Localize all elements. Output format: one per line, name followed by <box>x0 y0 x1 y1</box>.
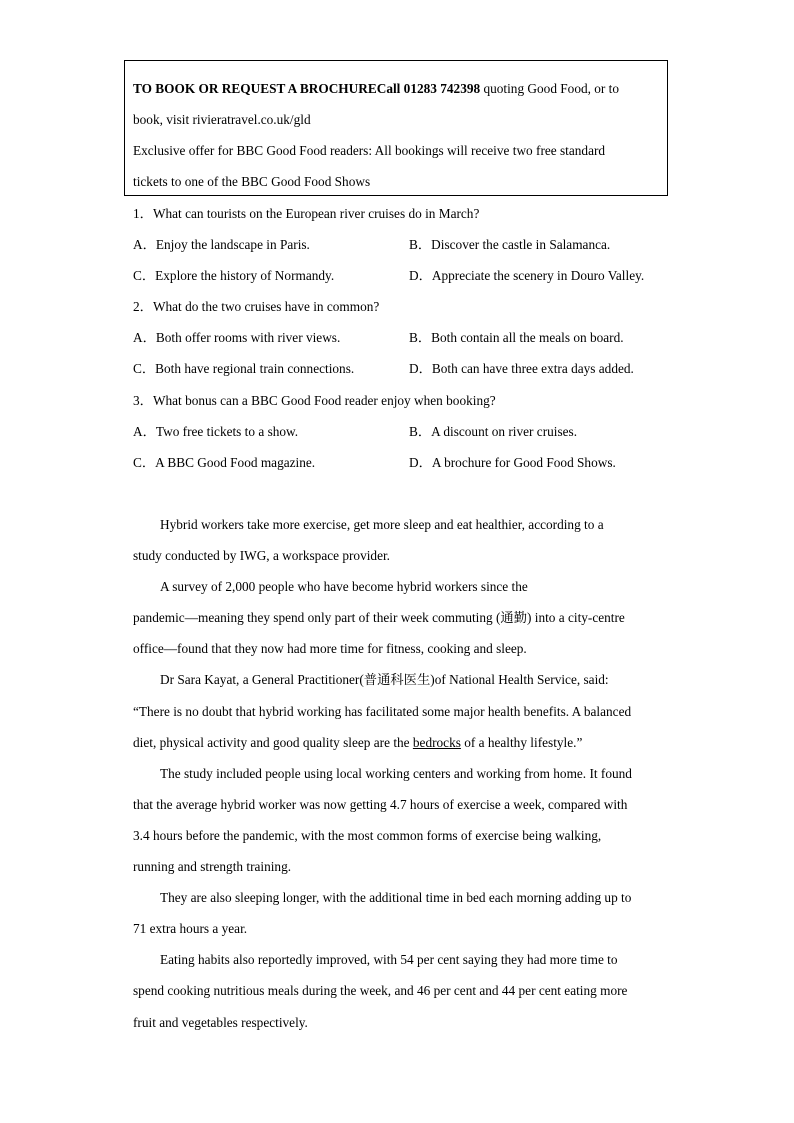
question-2-option-d: D．Both can have three extra days added. <box>409 361 634 377</box>
question-2-stem: 2．What do the two cruises have in common? <box>133 299 380 315</box>
question-2-option-a: A．Both offer rooms with river views. <box>133 330 341 346</box>
question-2-options-row-2 <box>133 353 693 384</box>
paragraph-5-line: They are also sleeping longer, with the additional time in bed each morning adding up to <box>160 890 632 906</box>
reading-passage <box>133 509 663 1038</box>
question-1-option-c: C．Explore the history of Normandy. <box>133 268 335 284</box>
box-line-2: book, visit rivieratravel.co.uk/gld <box>133 112 311 127</box>
question-2-option-b: B．Both contain all the meals on board. <box>409 330 624 346</box>
paragraph-6-line: Eating habits also reportedly improved, with 54 per cent saying they had more time to <box>160 952 618 968</box>
paragraph-2-line: pandemic—meaning they spend only part of their week commuting (通勤) into a city-centre <box>133 610 625 626</box>
question-3-option-a: A．Two free tickets to a show. <box>133 423 299 439</box>
question-3-option-d: D．A brochure for Good Food Shows. <box>409 454 616 470</box>
box-line-1 <box>133 73 659 104</box>
paragraph-1-line: study conducted by IWG, a workspace provider. <box>133 548 390 564</box>
paragraph-3-line <box>133 727 663 758</box>
paragraph-4-line: The study included people using local working centers and working from home. It found <box>160 765 632 781</box>
booking-info-box <box>124 60 668 196</box>
question-1-options-row-1 <box>133 229 693 260</box>
paragraph-2-line: office—found that they now had more time for fitness, cooking and sleep. <box>133 641 527 657</box>
question-3-options-row-1 <box>133 416 693 447</box>
question-3-stem: 3．What bonus can a BBC Good Food reader enjoy when booking? <box>133 392 496 408</box>
booking-phone-note: quoting Good Food, or to <box>480 81 620 96</box>
paragraph-2-line: A survey of 2,000 people who have become hybrid workers since the <box>160 579 528 595</box>
booking-heading: TO BOOK OR REQUEST A BROCHURECall 01283 742398 <box>133 81 481 96</box>
question-2-options-row-1 <box>133 322 693 353</box>
paragraph-4-line: running and strength training. <box>133 859 292 875</box>
question-2-option-c: C．Both have regional train connections. <box>133 361 355 377</box>
paragraph-1-line: Hybrid workers take more exercise, get more sleep and eat healthier, according to a <box>160 517 604 532</box>
paragraph-3-line: Dr Sara Kayat, a General Practitioner(普通科医生)of National Health Service, said: <box>160 672 609 688</box>
paragraph-4-line: that the average hybrid worker was now getting 4.7 hours of exercise a week, compared with <box>133 796 628 812</box>
question-3-options-row-2 <box>133 447 693 478</box>
paragraph-6-line: spend cooking nutritious meals during the week, and 46 per cent and 44 per cent eating more <box>133 983 628 999</box>
paragraph-3-text: diet, physical activity and good quality sleep are the <box>133 734 413 750</box>
question-1-option-a: A．Enjoy the landscape in Paris. <box>133 237 310 253</box>
box-line-3: Exclusive offer for BBC Good Food readers: All bookings will receive two free standard <box>133 143 606 158</box>
paragraph-3-text: of a healthy lifestyle.” <box>460 734 583 750</box>
question-1-options-row-2 <box>133 260 693 291</box>
question-1-stem: 1．What can tourists on the European river cruises do in March? <box>133 206 480 221</box>
question-1-option-d: D．Appreciate the scenery in Douro Valley. <box>409 268 645 284</box>
paragraph-3-line: “There is no doubt that hybrid working has facilitated some major health benefits. A balanced <box>133 703 632 719</box>
question-3-option-b: B．A discount on river cruises. <box>409 423 578 439</box>
box-line-4: tickets to one of the BBC Good Food Shows <box>133 174 371 189</box>
paragraph-6-line: fruit and vegetables respectively. <box>133 1014 308 1030</box>
question-3-option-c: C．A BBC Good Food magazine. <box>133 454 316 470</box>
paragraph-4-line: 3.4 hours before the pandemic, with the most common forms of exercise being walking, <box>133 827 602 843</box>
paragraph-5-line: 71 extra hours a year. <box>133 921 248 937</box>
questions-section <box>133 198 693 478</box>
underlined-word-bedrocks: bedrocks <box>412 734 461 750</box>
question-1-option-b: B．Discover the castle in Salamanca. <box>409 237 611 253</box>
